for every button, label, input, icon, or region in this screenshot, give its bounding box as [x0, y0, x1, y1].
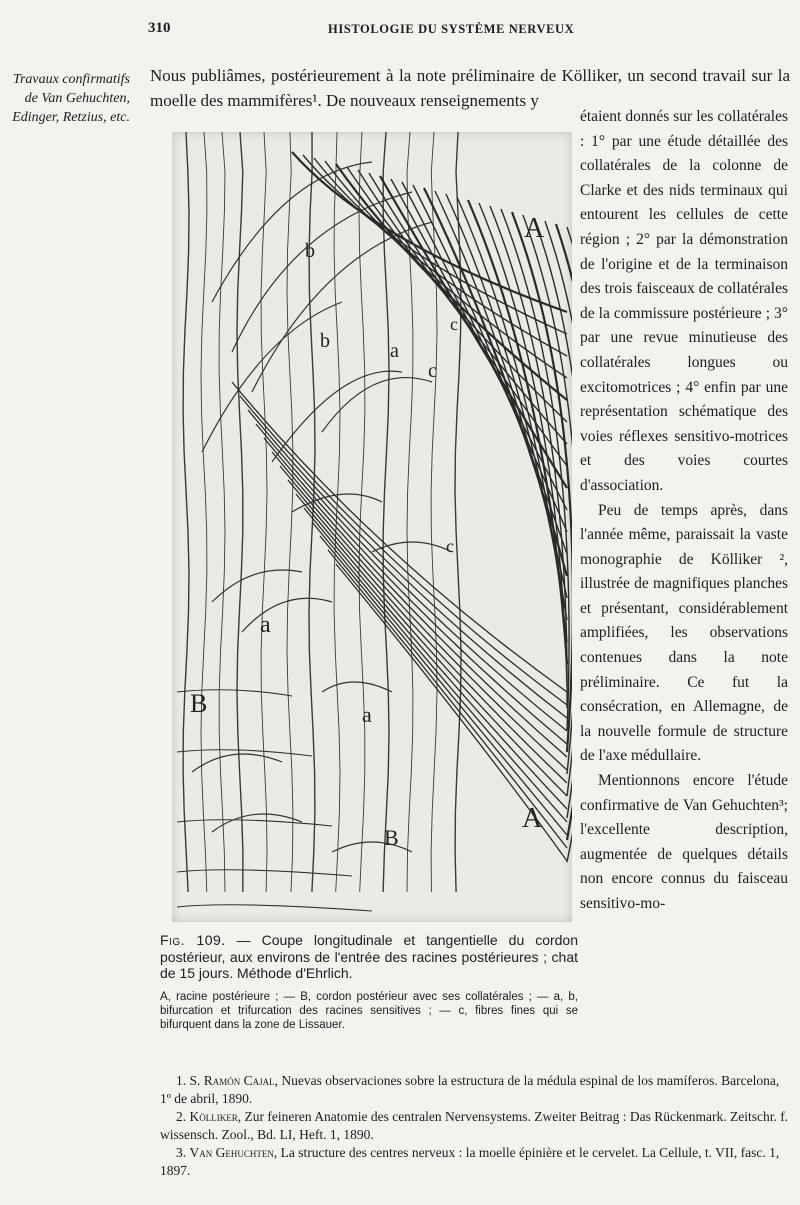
collateral-branch — [322, 682, 392, 692]
running-head — [148, 20, 788, 42]
body-paragraph-3: Mentionnons encore l'étude confirmative de Van Gehuchten³; l'excellente description, augmentée de quelques détails non encore connus du faisceau sensitivo-mo- — [580, 772, 788, 912]
vertical-fiber — [183, 132, 189, 892]
figure-label-c-mid: c — [428, 360, 437, 382]
collateral-branch — [192, 754, 282, 772]
vertical-fiber — [237, 132, 243, 892]
root-fiber — [490, 206, 567, 708]
footnote-1-author: S. Ramón Cajal, — [189, 1073, 279, 1088]
root-fiber — [457, 197, 567, 642]
figure-label-c-low: c — [446, 536, 454, 556]
figure-label-A-bottom: A — [522, 803, 543, 834]
figure-label-A-top: A — [524, 213, 545, 244]
horizontal-collateral — [177, 870, 352, 876]
footnote-2-number: 2. — [176, 1109, 187, 1124]
lower-root-fiber — [312, 522, 567, 822]
footnote-3-number: 3. — [176, 1145, 187, 1160]
collateral-branch — [332, 842, 412, 852]
figure-label-B-left: B — [190, 689, 208, 718]
body-paragraph-1: étaient donnés sur les collatérales : 1° par une étude détaillée des collatérales de la colonne de Clarke et des nids terminaux qui entourent les cellules de cette région ; 2° par la démonstration de l'origine et de la terminaison des trois faisceaux de collatérales de la commissure postérieure ; 3° par une revue minutieuse des collatérales longues ou excitomotrices ; 4° enfin par une représentation schématique des voies réflexes sensitivo-motrices et des voies courtes d'association. — [580, 108, 788, 494]
horizontal-collateral — [177, 820, 332, 826]
lower-root-fiber — [320, 536, 567, 835]
figure-label-a-mid: a — [390, 340, 399, 362]
figure-caption — [160, 932, 578, 1032]
figure-label-c-top: c — [450, 314, 458, 334]
footnote-1-text: Nuevas observaciones sobre la estructura de la médula espinal de los mamíferos. Barcelona, 1º de abril, 1890. — [160, 1073, 780, 1106]
figure-label-a-low: a — [362, 702, 372, 727]
horizontal-collateral — [177, 905, 372, 911]
figure-label-a-left: a — [260, 612, 271, 638]
footnote-2-author: Kölliker, — [189, 1109, 242, 1124]
lower-root-fiber — [240, 396, 567, 705]
horizontal-collateral — [177, 750, 312, 756]
vertical-fiber — [383, 132, 389, 892]
caption-title — [160, 932, 578, 982]
collateral-branch — [212, 814, 302, 832]
lower-root-fiber — [272, 452, 567, 757]
collateral-branch — [322, 378, 432, 432]
footnote-3-text: La structure des centres nerveux : la moelle épinière et le cervelet. La Cellule, t. VII, fasc. 1, 1897. — [160, 1145, 780, 1178]
footnote-2 — [160, 1108, 790, 1144]
footnote-1 — [160, 1072, 790, 1108]
vertical-fiber — [261, 132, 267, 892]
right-column-text — [580, 105, 788, 917]
nerve-fiber-drawing — [172, 132, 572, 922]
body-paragraph-2: Peu de temps après, dans l'année même, paraissait la vaste monographie de Kölliker ², illustrée de magnifiques planches et présentant, considérablement amplifiées, les observations contenues dans la note préliminaire. Ce fut la consécration, en Allemagne, de la nouvelle formule de structure de l'axe médullaire. — [580, 501, 788, 765]
lower-root-fiber — [304, 508, 567, 809]
figure-illustration — [172, 132, 572, 922]
vertical-fiber — [201, 132, 207, 892]
root-fiber — [336, 164, 567, 400]
figure-label-b-mid: b — [320, 330, 330, 352]
vertical-fiber — [431, 132, 437, 892]
footnotes — [160, 1072, 790, 1180]
lower-root-fiber — [232, 382, 567, 692]
footnote-2-text: Zur feineren Anatomie des centralen Nervensystems. Zweiter Beitrag : Das Rückenmark. Zeitschr. f. wissensch. Zool., Bd. LI, Heft. 1, 1890. — [160, 1109, 789, 1142]
caption-fig-number: Fig. 109. — [160, 932, 226, 948]
page-number: 310 — [148, 20, 171, 36]
intro-paragraph: Nous publiâmes, postérieurement à la note préliminaire de Kölliker, un second travail sur la moelle des mammifères¹. De nouveaux renseignements y — [150, 66, 790, 110]
vertical-fiber — [219, 132, 225, 892]
collateral-branch — [252, 222, 432, 392]
collateral-branch — [212, 162, 372, 302]
margin-note: Travaux confirmatifs de Van Gehuchten, Edinger, Retzius, etc. — [12, 72, 130, 125]
root-fiber — [468, 200, 567, 664]
running-title: HISTOLOGIE DU SYSTÈME NERVEUX — [328, 22, 575, 36]
footnote-3 — [160, 1144, 790, 1180]
caption-title-text: — Coupe longitudinale et tangentielle du cordon postérieur, aux environs de l'entrée des racines postérieures ; chat de 15 jours. Méthode d'Ehrlich. — [160, 932, 578, 981]
caption-legend: A, racine postérieure ; — B, cordon postérieur avec ses collatérales ; — a, b, bifurcation et trifurcation des racines sensitives ; — c, fibres fines qui se bifurquent dans la zone de Lissauer. — [160, 990, 578, 1031]
figure-label-b-top: b — [305, 240, 315, 262]
vertical-fiber — [359, 132, 365, 892]
footnote-3-author: Van Gehuchten, — [189, 1145, 278, 1160]
footnote-1-number: 1. — [176, 1073, 187, 1088]
figure-label-B-bottom: B — [384, 825, 399, 850]
